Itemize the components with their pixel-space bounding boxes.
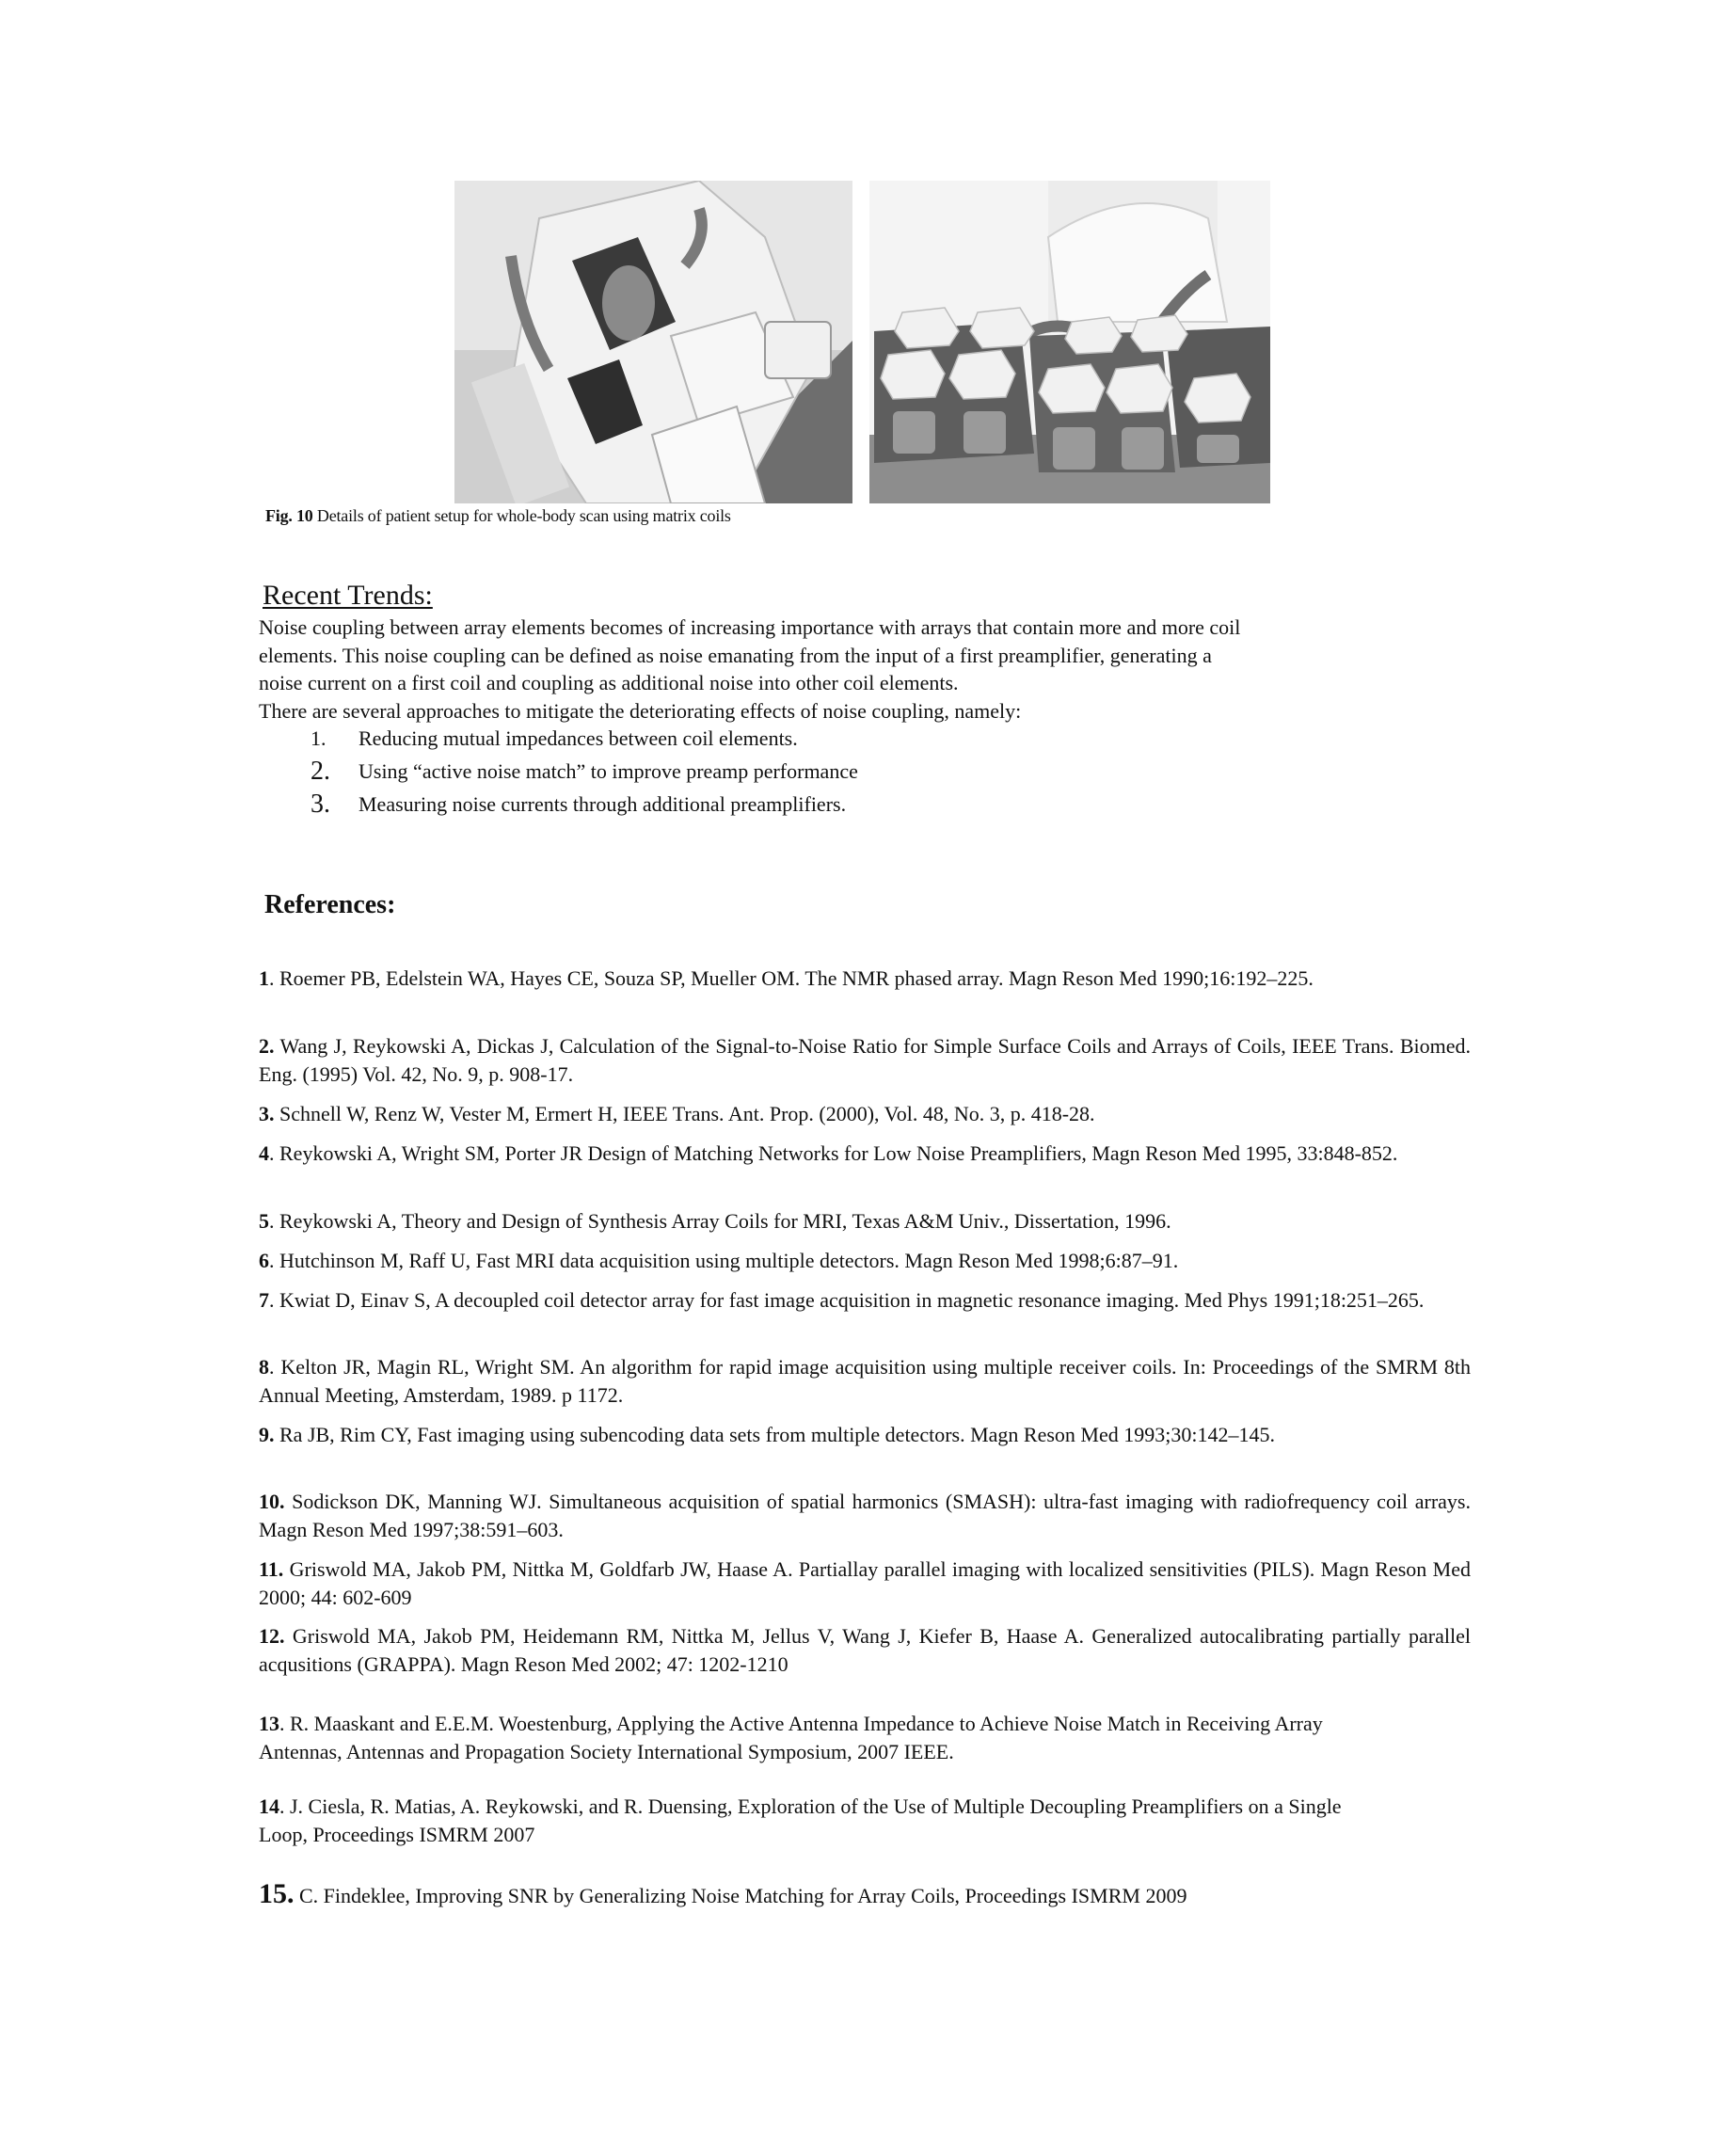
reference-number: 10. <box>259 1490 285 1513</box>
reference-item <box>259 1488 1471 1543</box>
reference-number: 6 <box>259 1249 269 1272</box>
paragraph-line: elements. This noise coupling can be defined as noise emanating from the input of a first preamplifier, generating a <box>259 643 1212 667</box>
reference-item <box>259 1555 1471 1611</box>
reference-text: . Reykowski A, Wright SM, Porter JR Design of Matching Networks for Low Noise Preamplifiers, Magn Reson Med 1995, 33:848-852. <box>269 1141 1398 1165</box>
reference-number: 8 <box>259 1355 269 1379</box>
reference-text: Schnell W, Renz W, Vester M, Ermert H, IEEE Trans. Ant. Prop. (2000), Vol. 48, No. 3, p. 418-28. <box>274 1102 1095 1125</box>
reference-item <box>259 1353 1471 1409</box>
reference-item <box>259 1140 1471 1168</box>
reference-item <box>259 1207 1471 1236</box>
list-number: 1. <box>311 726 326 750</box>
reference-text: . Hutchinson M, Raff U, Fast MRI data acquisition using multiple detectors. Magn Reson Med 1998;6:87–91. <box>269 1249 1179 1272</box>
list-text: Using “active noise match” to improve preamp performance <box>358 759 858 783</box>
reference-number: 3. <box>259 1102 275 1125</box>
references-heading: References: <box>264 890 396 919</box>
reference-number: 7 <box>259 1288 269 1312</box>
reference-number: 9. <box>259 1423 275 1446</box>
figure-caption-text: Details of patient setup for whole-body scan using matrix coils <box>316 506 731 525</box>
reference-item <box>259 1032 1471 1088</box>
reference-item <box>259 965 1471 993</box>
reference-text: Griswold MA, Jakob PM, Nittka M, Goldfarb JW, Haase A. Partiallay parallel imaging with localized sensitivities (PILS). Magn Reson Med 2000; 44: 602-609 <box>259 1557 1471 1609</box>
reference-text: . Reykowski A, Theory and Design of Synthesis Array Coils for MRI, Texas A&M Univ., Dissertation, 1996. <box>269 1209 1171 1233</box>
reference-text: . R. Maaskant and E.E.M. Woestenburg, Applying the Active Antenna Impedance to Achieve Noise Match in Receiving Array Antennas, Antennas and Propagation Society International Symposium, 2007 IEEE. <box>259 1712 1323 1763</box>
reference-text: . Roemer PB, Edelstein WA, Hayes CE, Souza SP, Mueller OM. The NMR phased array. Magn Reson Med 1990;16:192–225. <box>269 966 1314 990</box>
reference-text: . Kwiat D, Einav S, A decoupled coil detector array for fast image acquisition in magnetic resonance imaging. Med Phys 1991;18:251–265. <box>269 1288 1425 1312</box>
head-coil-patient-photo <box>454 181 852 503</box>
reference-text: Ra JB, Rim CY, Fast imaging using subencoding data sets from multiple detectors. Magn Reson Med 1993;30:142–145. <box>274 1423 1275 1446</box>
reference-number: 11. <box>259 1557 284 1581</box>
reference-item <box>259 1247 1471 1275</box>
list-number: 2. <box>311 757 330 786</box>
reference-number: 5 <box>259 1209 269 1233</box>
reference-text: Wang J, Reykowski A, Dickas J, Calculation of the Signal-to-Noise Ratio for Simple Surface Coils and Arrays of Coils, IEEE Trans. Biomed. Eng. (1995) Vol. 42, No. 9, p. 908-17. <box>259 1034 1471 1086</box>
figure-caption <box>265 506 731 526</box>
reference-number: 14 <box>259 1794 279 1818</box>
reference-item <box>259 1880 1482 1910</box>
paragraph-line: Noise coupling between array elements becomes of increasing importance with arrays that contain more and more coil <box>259 615 1241 639</box>
reference-item <box>259 1286 1471 1315</box>
head-coil-illustration <box>454 181 852 503</box>
reference-number: 12. <box>259 1624 285 1648</box>
list-text: Reducing mutual impedances between coil elements. <box>358 726 798 750</box>
body-matrix-coils-photo <box>869 181 1270 503</box>
reference-number: 13 <box>259 1712 279 1735</box>
recent-trends-paragraph <box>259 614 1473 725</box>
figure-label: Fig. 10 <box>265 506 313 525</box>
reference-number: 2. <box>259 1034 275 1058</box>
reference-number: 15. <box>259 1878 295 1909</box>
reference-text: C. Findeklee, Improving SNR by Generalizing Noise Matching for Array Coils, Proceedings ISMRM 2009 <box>294 1884 1187 1907</box>
reference-item <box>259 1622 1471 1678</box>
reference-text: . Kelton JR, Magin RL, Wright SM. An algorithm for rapid image acquisition using multiple receiver coils. In: Proceedings of the SMRM 8th Annual Meeting, Amsterdam, 1989. p 1172. <box>259 1355 1471 1407</box>
reference-item <box>259 1421 1471 1449</box>
reference-number: 1 <box>259 966 269 990</box>
list-number: 3. <box>311 789 330 819</box>
reference-text: Sodickson DK, Manning WJ. Simultaneous acquisition of spatial harmonics (SMASH): ultra-fast imaging with radiofrequency coil arrays. Magn Reson Med 1997;38:591–603. <box>259 1490 1471 1541</box>
list-text: Measuring noise currents through additional preamplifiers. <box>358 792 847 816</box>
reference-item <box>259 1710 1388 1765</box>
paragraph-line: There are several approaches to mitigate the deteriorating effects of noise coupling, namely: <box>259 698 1022 723</box>
reference-item <box>259 1100 1471 1128</box>
reference-text: Griswold MA, Jakob PM, Heidemann RM, Nittka M, Jellus V, Wang J, Kiefer B, Haase A. Generalized autocalibrating partially parallel acqusitions (GRAPPA). Magn Reson Med 2002; 47: 1202-1210 <box>259 1624 1471 1676</box>
paragraph-line: noise current on a first coil and coupling as additional noise into other coil elements. <box>259 671 959 694</box>
reference-item <box>259 1793 1350 1848</box>
recent-trends-heading: Recent Trends: <box>263 580 433 611</box>
reference-number: 4 <box>259 1141 269 1165</box>
body-matrix-coils-illustration <box>869 181 1270 503</box>
reference-text: . J. Ciesla, R. Matias, A. Reykowski, and R. Duensing, Exploration of the Use of Multiple Decoupling Preamplifiers on a Single Loop, Proceedings ISMRM 2007 <box>259 1794 1342 1846</box>
